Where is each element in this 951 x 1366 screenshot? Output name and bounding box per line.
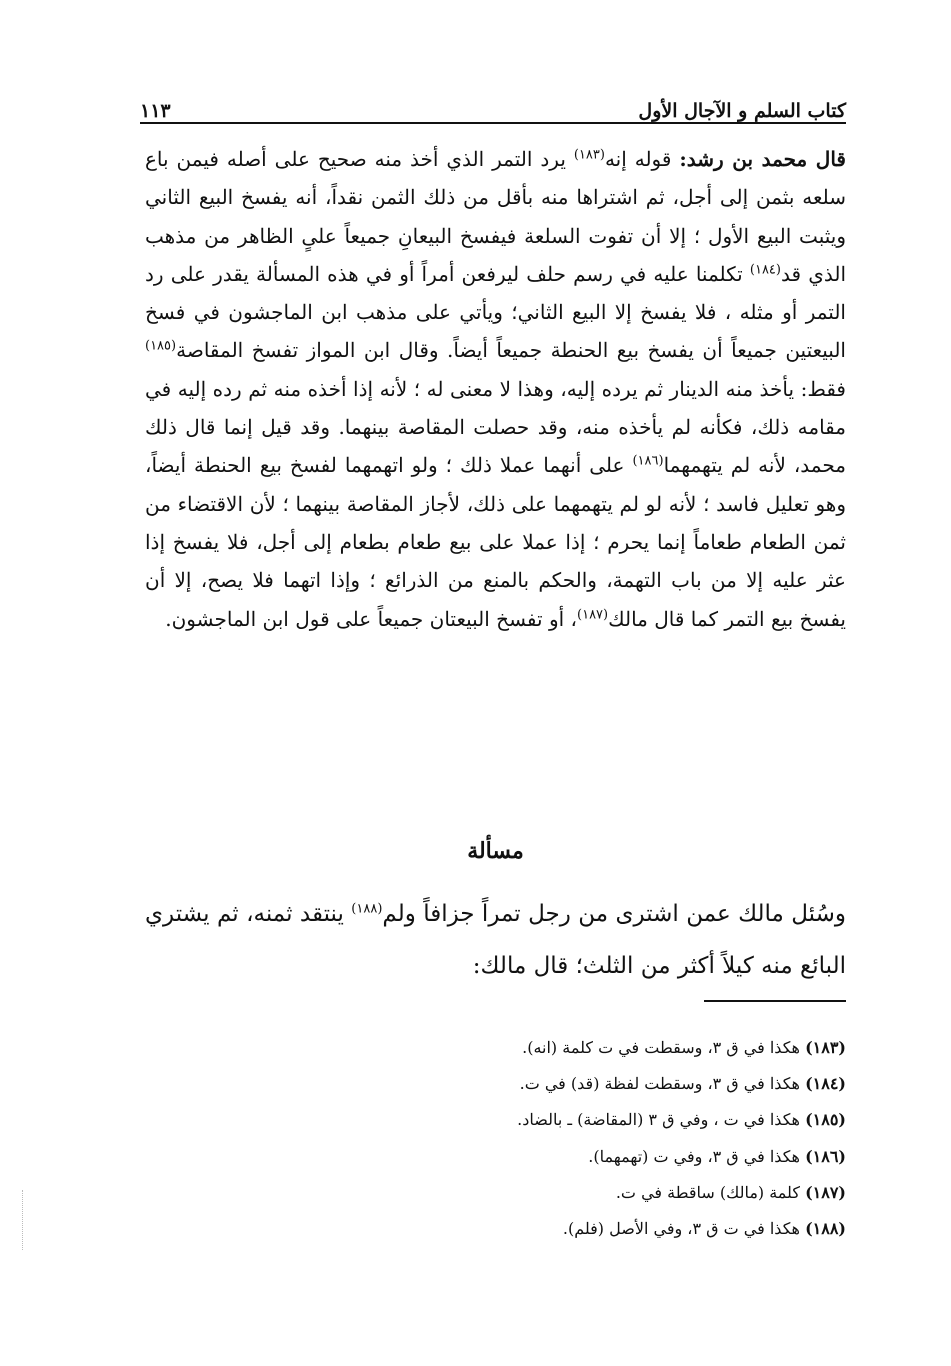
footnote-text: هكذا في ق ٣، وسقطت لفظة (قد) في ت. [519,1074,806,1094]
commentary-text: على أنهما عملا ذلك ؛ ولو اتهمهما لفسخ بيع الحنطة أيضاً، وهو تعليل فاسد ؛ لأنه لو لم يتهمهما على ذلك، لأجاز المقاصة بينهما ؛ لأن الاقتضاء من ثمن الطعام طعاماً إنما يحرم ؛ إذا عملا على بيع طعام بطعام إلى أجل، فلا يفسخ إذا عثر عليه إلا من باب التهمة، والحكم بالمنع من الذرائع ؛ وإذا اتهما فلا يصح، إلا أن يفسخ بيع التمر كما قال مالك [145,453,846,631]
footnote-number: (١٨٧) [805,1182,846,1202]
commentary-paragraph [145,140,846,638]
footnote-number: (١٨٦) [805,1146,846,1166]
section-question [145,888,846,992]
commentary-text: ، أو تفسخ البيعتان جميعاً على قول ابن الماجشون. [165,606,578,631]
commentary-lead: قال محمد بن رشد: [679,147,846,171]
commentary-text: تكلمنا عليه في رسم حلف ليرفعن أمراً أو في هذه المسألة يقدر على رد التمر أو مثله ، فلا يفسخ إلا البيع الثاني؛ ويأتي على مذهب ابن الماجشون في فسخ البيعتين جميعاً أن يفسخ بيع الحنطة جميعاً أيضاً. وقال ابن المواز تفسخ المقاصة [145,261,846,363]
section-heading: مسألة [467,838,524,864]
question-paragraph [145,888,846,992]
header-rule [140,122,846,124]
question-text: ينتقد ثمنه، ثم يشتري البائع منه كيلاً أكثر من الثلث؛ قال مالك: [145,901,846,979]
footnote-item [145,1066,846,1102]
footnote-item [145,1030,846,1066]
running-header [140,88,846,122]
footnote-item [145,1175,846,1211]
footnote-text: هكذا في ت ، وفي ق ٣ (المقاضة) ـ بالضاد. [517,1110,806,1130]
footnote-ref: (١٨٨) [351,901,383,917]
footnote-separator [704,1000,846,1002]
footnote-text: هكذا في ت ق ٣، وفي الأصل (فلم). [562,1219,806,1239]
footnote-ref: (١٨٥) [145,338,177,354]
question-text: وسُئل مالك عمن اشترى من رجل تمراً جزافاً ولم [382,901,847,927]
footnote-ref: (١٨٧) [577,606,609,622]
footnote-ref: (١٨٣) [573,147,605,163]
footnote-text: هكذا في ق ٣، وسقطت في ت كلمة (انه). [522,1038,806,1057]
commentary-text: فقط: يأخذ منه الدينار ثم يرده إليه، وهذا لا معنى له ؛ لأنه إذا أخذه منه ثم رده إليه في مقامه ذلك، فكأنه لم يأخذه منه، وقد حصلت المقاصة بينهما. وقد قيل إنما قال ذلك محمد، لأنه لم يتهمهما [145,376,846,478]
footnote-item [145,1102,846,1138]
footnote-ref: (١٨٤) [749,262,781,278]
page-number: ١١٣ [140,100,171,122]
footnote-number: (١٨٣) [805,1038,846,1057]
book-title: كتاب السلم و الآجال الأول [638,100,846,122]
footnote-number: (١٨٥) [805,1110,846,1130]
footnotes-list [145,1030,846,1247]
main-commentary [145,140,846,638]
commentary-text: يرد التمر الذي أخذ منه صحيح على أصله فيمن باع سلعه بثمن إلى أجل، ثم اشتراها منه بأقل من ذلك الثمن نقداً، أنه يفسخ البيع الثاني ويثبت البيع الأول ؛ إلا أن تفوت السلعة فيفسخ البيعانِ جميعاً علىٍ الظاهر من مذهب الذي قد [145,147,847,286]
footnote-item [145,1211,846,1247]
scan-margin-mark [22,1190,25,1250]
footnote-text: هكذا في ق ٣، وفي ت (تهمهما). [588,1146,806,1166]
footnote-item [145,1139,846,1175]
footnote-text: كلمة (مالك) ساقطة في ت. [615,1182,806,1202]
footnote-number: (١٨٤) [805,1074,846,1094]
footnote-number: (١٨٨) [805,1219,846,1239]
footnote-ref: (١٨٦) [632,453,664,469]
commentary-text: قوله إنه [604,147,680,171]
